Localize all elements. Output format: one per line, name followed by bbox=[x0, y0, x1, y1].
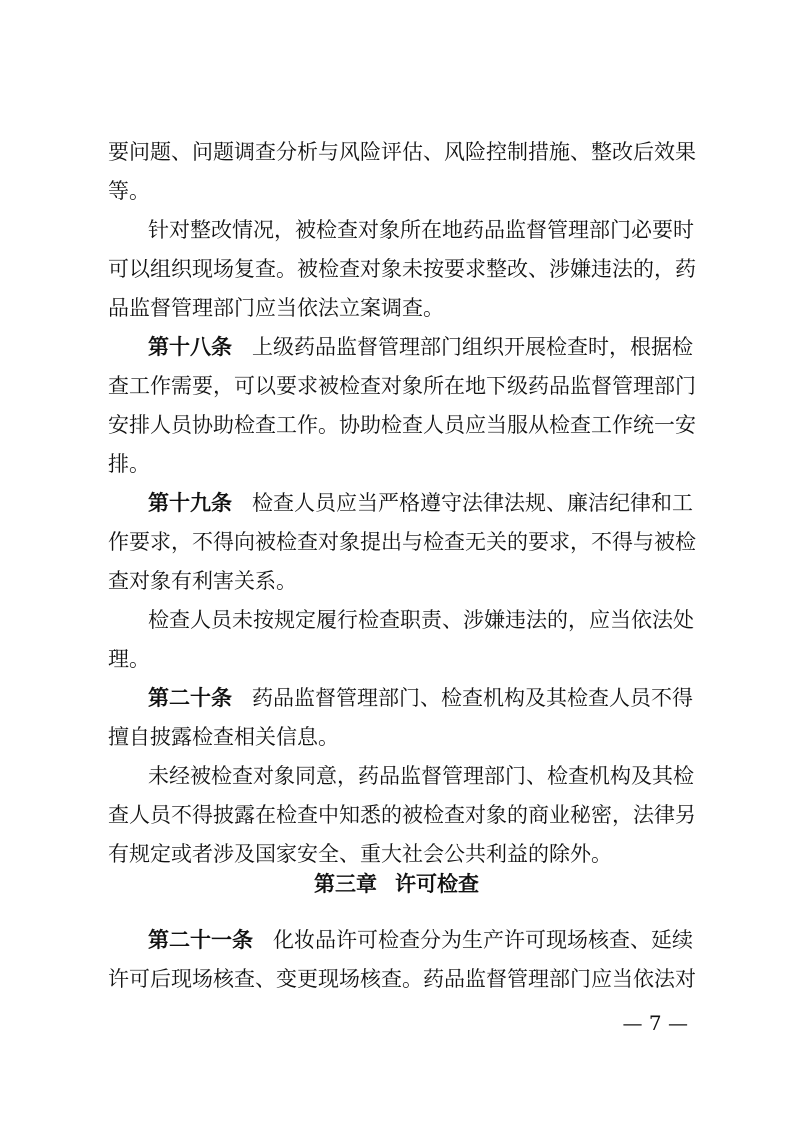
paragraph-line: 等。 bbox=[108, 179, 150, 203]
article-heading: 第十九条 bbox=[148, 490, 232, 515]
paragraph-line: 可以组织现场复查。被检查对象未按要求整改、涉嫌违法的，药 bbox=[108, 257, 696, 281]
paragraph-line: 安排人员协助检查工作。协助检查人员应当服从检查工作统一安 bbox=[108, 413, 696, 437]
paragraph-line: 检查人员未按规定履行检查职责、涉嫌违法的，应当依法处 bbox=[148, 608, 694, 632]
paragraph-line: 理。 bbox=[108, 647, 150, 671]
paragraph-text: 上级药品监督管理部门组织开展检查时，根据检 bbox=[252, 335, 693, 359]
paragraph-line: 作要求，不得向被检查对象提出与检查无关的要求，不得与被检 bbox=[108, 530, 696, 554]
page-number: — 7 — bbox=[622, 1011, 688, 1035]
chapter-title: 许可检查 bbox=[395, 871, 479, 896]
article-heading: 第十八条 bbox=[148, 334, 232, 359]
article-first-line bbox=[148, 489, 693, 517]
article-heading: 第二十一条 bbox=[148, 927, 253, 952]
article-first-line bbox=[148, 926, 693, 954]
chapter-heading bbox=[0, 870, 793, 898]
article-first-line bbox=[148, 333, 693, 361]
paragraph-line: 未经被检查对象同意，药品监督管理部门、检查机构及其检 bbox=[148, 764, 694, 788]
paragraph-line: 要问题、问题调查分析与风险评估、风险控制措施、整改后效果 bbox=[108, 140, 696, 164]
paragraph-text: 检查人员应当严格遵守法律法规、廉洁纪律和工 bbox=[252, 491, 693, 515]
article-heading: 第二十条 bbox=[148, 685, 232, 710]
paragraph-line: 查对象有利害关系。 bbox=[108, 569, 297, 593]
paragraph-text: 化妆品许可检查分为生产许可现场核查、延续 bbox=[273, 928, 693, 952]
paragraph-line: 针对整改情况，被检查对象所在地药品监督管理部门必要时 bbox=[148, 218, 694, 242]
paragraph-line: 擅自披露检查相关信息。 bbox=[108, 725, 339, 749]
paragraph-line: 查工作需要，可以要求被检查对象所在地下级药品监督管理部门 bbox=[108, 374, 696, 398]
chapter-number: 第三章 bbox=[314, 871, 377, 896]
paragraph-line: 许可后现场核查、变更现场核查。药品监督管理部门应当依法对 bbox=[108, 967, 696, 991]
paragraph-line: 有规定或者涉及国家安全、重大社会公共利益的除外。 bbox=[108, 842, 612, 866]
paragraph-line: 排。 bbox=[108, 452, 150, 476]
article-first-line bbox=[148, 684, 693, 712]
paragraph-line: 查人员不得披露在检查中知悉的被检查对象的商业秘密，法律另 bbox=[108, 803, 696, 827]
paragraph-text: 药品监督管理部门、检查机构及其检查人员不得 bbox=[252, 686, 693, 710]
paragraph-line: 品监督管理部门应当依法立案调查。 bbox=[108, 296, 444, 320]
